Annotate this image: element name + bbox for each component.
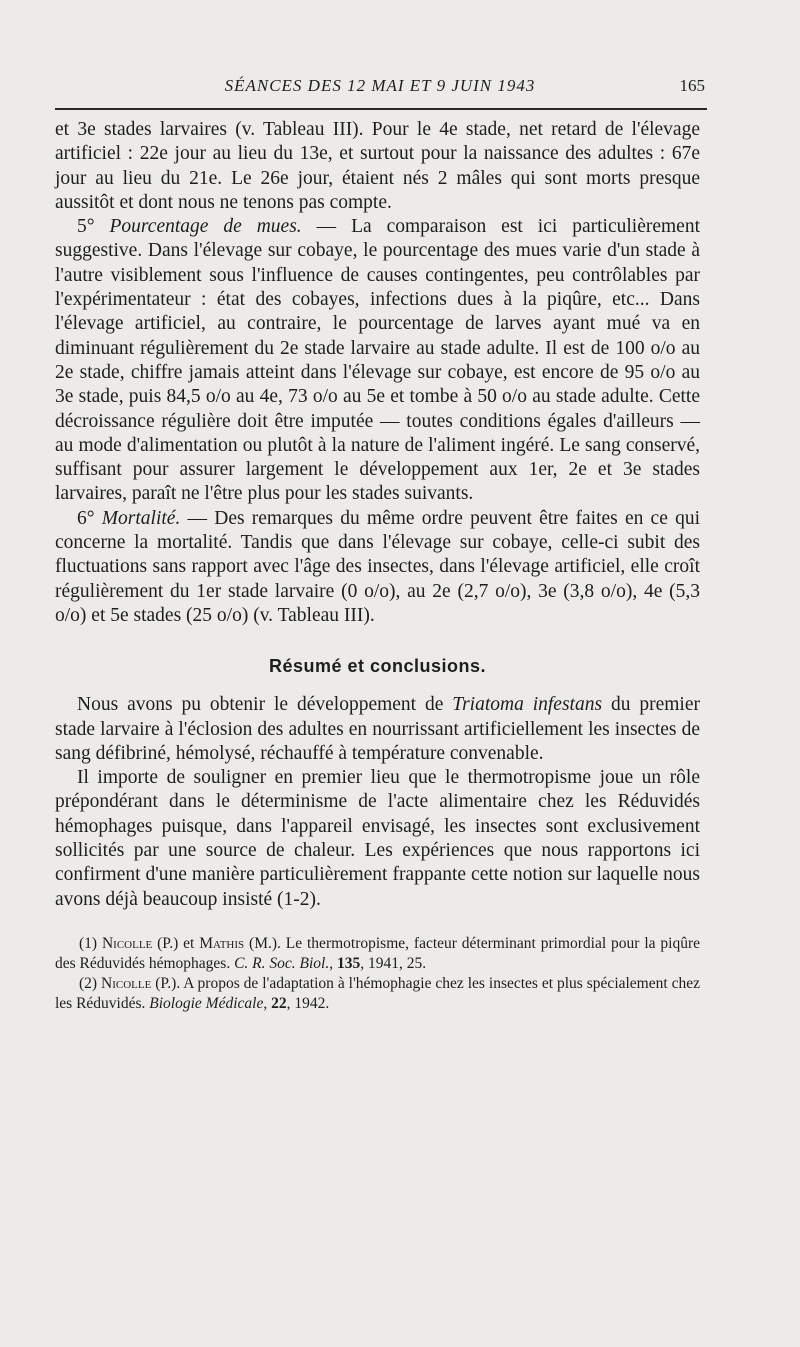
header-rule (55, 108, 707, 110)
footnote-text: , 1941, 25. (360, 954, 427, 972)
paragraph-text: du premier stade larvaire à l'éclosion des adultes en nourrissant artificiellement les insectes de sang défibriné, hémolysé, réchauffé à température convenable. (55, 694, 700, 764)
section-title: Pourcentage de mues. (109, 216, 302, 238)
species-name: Triatoma infestans (452, 694, 603, 716)
author-name: Nicolle (101, 974, 152, 992)
paragraph-summary (55, 693, 700, 766)
journal-name: Biologie Médicale (149, 994, 264, 1012)
footnotes (55, 934, 700, 1014)
journal-name: C. R. Soc. Biol. (234, 954, 330, 972)
running-title: SÉANCES DES 12 MAI ET 9 JUIN 1943 (224, 76, 536, 95)
paragraph-text: Nous avons pu obtenir le développement de (77, 694, 453, 716)
footnote-text: (P.). A propos de l'adaptation à l'hémophagie chez les insectes et plus spécialement chez les Réduvidés. (55, 974, 700, 1012)
footnote-text: (M.). Le thermotropisme, facteur déterminant primordial pour la piqûre des Réduvidés hémophages. (55, 934, 700, 972)
footnote-2 (55, 974, 700, 1014)
paragraph-continuation: et 3e stades larvaires (v. Tableau III). Pour le 4e stade, net retard de l'élevage artificiel : 22e jour au lieu du 13e, et surtout pour la naissance des adultes : 67e jour au lieu du 21e. Le 26e jour, étaient nés 2 mâles qui sont morts presque aussitôt et dont nous ne tenons pas compte. (55, 119, 700, 213)
body-text (55, 118, 700, 1014)
footnote-text: , 1942. (286, 994, 330, 1012)
footnote-1 (55, 934, 700, 974)
section-title: Mortalité. (101, 507, 181, 529)
section-number: 6° (77, 507, 95, 529)
footnote-marker: (2) (79, 974, 102, 992)
paragraph-text: — Des remarques du même ordre peuvent être faites en ce qui concerne la mortalité. Tandis que dans l'élevage sur cobaye, celle-ci subit des fluctuations sans rapport avec l'âge des insectes, dans l'élevage artificiel, elle croît régulièrement du 1er stade larvaire (0 o/o), au 2e (2,7 o/o), 3e (3,8 o/o), 4e (5,3 o/o) et 5e stades (25 o/o) (v. Tableau III). (55, 507, 700, 626)
paragraph-thermotropism: Il importe de souligner en premier lieu que le thermotropisme joue un rôle prépondérant dans le déterminisme de l'acte alimentaire chez les Réduvidés hémophages puisque, dans l'appareil envisagé, les insectes sont exclusivement sollicités par une source de chaleur. Les expériences que nous rapportons ici confirment d'une manière particulièrement frappante cette notion sur laquelle nous avons déjà beaucoup insisté (1-2). (55, 767, 700, 910)
paragraph-mortalite (55, 507, 700, 628)
author-name: Mathis (199, 934, 245, 952)
paragraph-text: — La comparaison est ici particulièrement suggestive. Dans l'élevage sur cobaye, le pourcentage des mues varie d'un stade à l'autre visiblement sous l'influence de causes contingentes, peu contrôlables par l'expérimentateur : état des cobayes, infections dues à la piqûre, etc... Dans l'élevage artificiel, au contraire, le pourcentage de larves ayant mué va en diminuant régulièrement du 2e stade larvaire au stade adulte. Il est de 100 o/o au 2e stade, chiffre jamais atteint dans l'élevage sur cobaye, est encore de 95 o/o au 3e stade, puis 84,5 o/o au 4e, 73 o/o au 5e et tombe à 50 o/o au stade adulte. Cette décroissance régulière doit être imputée — toutes conditions égales d'ailleurs — au mode d'alimentation ou plutôt à la nature de l'aliment ingéré. Le sang conservé, suffisant pour assurer largement le développement aux 1er, 2e et 3e stades larvaires, paraît ne l'être plus pour les stades suivants. (55, 216, 701, 505)
section-number: 5° (77, 216, 95, 238)
section-heading: Résumé et conclusions. (268, 656, 487, 677)
paragraph-mues (55, 215, 700, 507)
footnote-marker: (1) (79, 934, 102, 952)
volume-number: 22 (271, 994, 287, 1012)
author-name: Nicolle (101, 934, 153, 952)
footnote-text: , (329, 954, 337, 972)
page-number: 165 (679, 76, 705, 95)
footnote-text: , (263, 994, 272, 1012)
running-header (55, 76, 705, 102)
footnote-text: (P.) et (152, 934, 200, 952)
volume-number: 135 (336, 954, 361, 972)
